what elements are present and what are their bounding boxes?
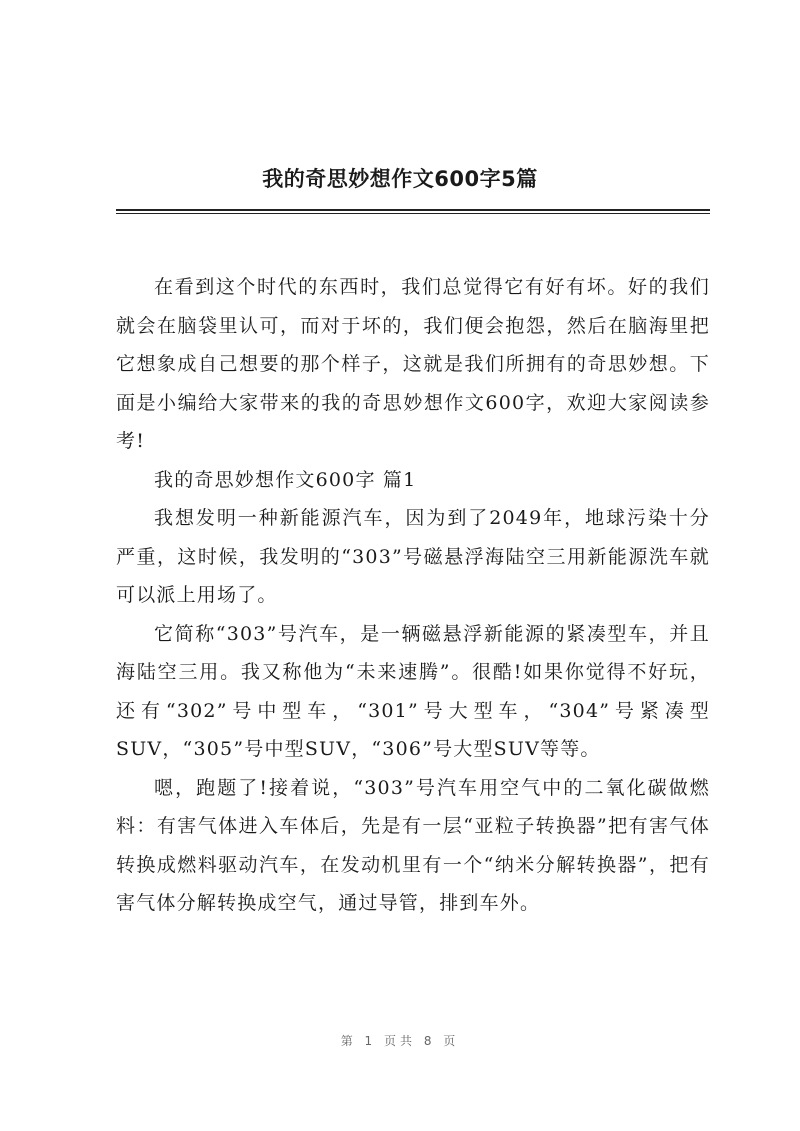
- document-body: [116, 268, 710, 923]
- section-heading: 我的奇思妙想作文600字 篇1: [154, 468, 417, 491]
- page-footer: 第 1 页共 8 页: [340, 1034, 460, 1048]
- body-paragraph: 嗯，跑题了!接着说，“303”号汽车用空气中的二氧化碳做燃料：有害气体进入车体后，先是有一层“亚粒子转换器”把有害气体转换成燃料驱动汽车，在发动机里有一个“纳米分解转换器”，把有害气体分解转换成空气，通过导管，排到车外。: [116, 776, 710, 914]
- intro-paragraph: 在看到这个时代的东西时，我们总觉得它有好有坏。好的我们就会在脑袋里认可，而对于坏的，我们便会抱怨，然后在脑海里把它想象成自己想要的那个样子，这就是我们所拥有的奇思妙想。下面是小编给大家带来的我的奇思妙想作文600字，欢迎大家阅读参考!: [116, 276, 710, 452]
- title-divider: [116, 209, 710, 214]
- document-title: 我的奇思妙想作文600字5篇: [262, 167, 538, 191]
- body-paragraph: 它简称“303”号汽车，是一辆磁悬浮新能源的紧凑型车，并且海陆空三用。我又称他为“未来速腾”。很酷!如果你觉得不好玩，还有“302”号中型车，“301”号大型车，“304”号紧凑型SUV，“305”号中型SUV，“306”号大型SUV等等。: [116, 622, 710, 760]
- body-paragraph: 我想发明一种新能源汽车，因为到了2049年，地球污染十分严重，这时候，我发明的“303”号磁悬浮海陆空三用新能源洗车就可以派上用场了。: [116, 507, 710, 606]
